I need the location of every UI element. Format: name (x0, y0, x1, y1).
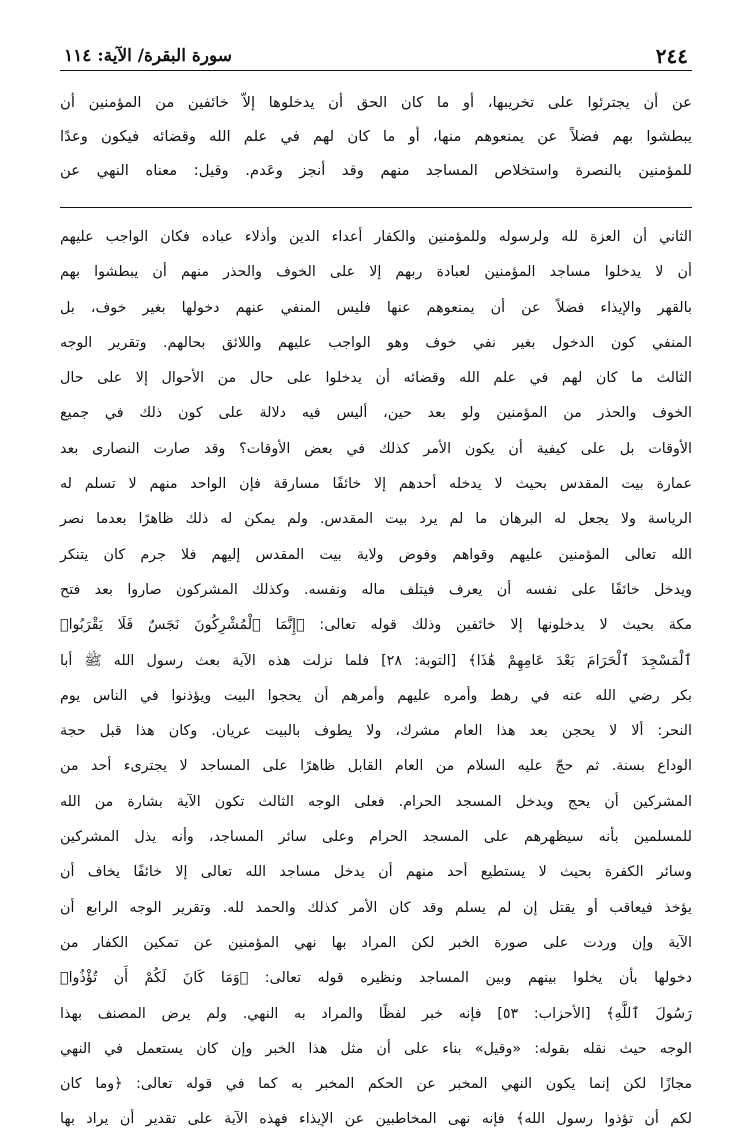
commentary-line: الأوقات بل على كيفية أن يكون الأمر كذلك في بعض الأوقات؟ وقد صارت النصارى بعد (60, 440, 692, 457)
commentary-line: وسائر الكفرة بحيث لا يستطيع أحد منهم أن يدخل مساجد الله تعالى إلا خائفًا يخاف أن (60, 864, 692, 881)
commentary-line: رَسُولَ ٱللَّهِ﴾ [الأحزاب: ٥٣] فإنه خبر لفظًا والمراد به النهي. ولم يرض المصنف بهذا (60, 1005, 692, 1022)
commentary-line: الرياسة ولا يجعل له البرهان ما لم يرد بيت المقدس. ولم يمكن له ذلك ظاهرًا بعدما نصر (60, 511, 692, 528)
commentary-line: الثاني أن العزة لله ولرسوله وللمؤمنين والكفار أعداء الدين وأذلاء عباده فكان الواجب عليهم (60, 229, 692, 245)
main-text-line: للمؤمنين بالنصرة واستخلاص المساجد منهم وقد أنجز وعَدم. وقيل: معناه النهي عن (60, 162, 692, 179)
commentary-line: المنفي كون الدخول بغير نفي خوف وهو الواجب عليهم واللائق بحالهم. وتقرير الوجه (60, 334, 692, 351)
commentary-line: أن لا يدخلوا مساجد المؤمنين لعبادة ربهم إلا على الخوف والحذر منهم أن يبطشوا بهم (60, 264, 692, 281)
commentary-line: ويدخل خائفًا على نفسه أن يعرف فيتلف ماله ونفسه. وكذلك المشركون صاروا بعد فتح (60, 581, 692, 598)
commentary-line: بالقهر والإيذاء فضلاً عن أن يمنعوهم عنها فليس المنفي عنهم دخولها بغير خوف، بل (60, 299, 692, 316)
main-text-line: عن أن يجترئوا على تخريبها، أو ما كان الحق أن يدخلوها إلاّ خائفين من المؤمنين أن (60, 94, 692, 111)
commentary-line: مجازًا لكن إنما يكون النهي المخبر عن الحكم المخبر به كما في قوله تعالى: ﴿وما كان (60, 1076, 692, 1093)
commentary-line: يؤخذ فيعاقب أو يقتل إن لم يسلم وقد كان الأمر كذلك والحمد لله. وتقرير الوجه الرابع أن (60, 899, 692, 916)
commentary-line: المشركين أن يحج ويدخل المسجد الحرام. فعلى الوجه الثالث تكون الآية بشارة من الله (60, 793, 692, 810)
commentary-line: الوداع بسنة. ثم حجّ عليه السلام من العام القابل ظاهرًا على المساجد لا يجترىء أحد من (60, 758, 692, 775)
commentary-line: للمسلمين بأنه سيظهرهم على المسجد الحرام وعلى سائر المساجد، وأنه يذل المشركين (60, 829, 692, 846)
commentary-line: مكة بحيث لا يدخلونها إلا خائفين وذلك قوله تعالى: ﴿إِنَّمَا ٱلْمُشْرِكُونَ نَجَسٌ فَلَا يَقْرَبُوا۟ (60, 617, 692, 634)
commentary-line: الآية وإن وردت على صورة الخبر لكن المراد بها نهي المؤمنين عن تمكين الكفار من (60, 934, 692, 951)
commentary-line: الخوف والحذر من المؤمنين ولو بعد حين، أليس فيه دلالة على كون ذلك في جميع (60, 405, 692, 422)
running-title: سورة البقرة/ الآية: ١١٤ (64, 46, 232, 66)
page-header (60, 40, 692, 71)
commentary-line: دخولها بأن يخلوا بينهم وبين المساجد ونظيره قوله تعالى: ﴿وَمَا كَانَ لَكُمْ أَن تُؤْذُوا۟ (60, 970, 692, 987)
commentary-line: الوجه حيث نقله بقوله: «وقيل» بناء على أن مثل هذا الخبر وإن كان يستعمل في النهي (60, 1040, 692, 1057)
commentary-line: ٱلْمَسْجِدَ ٱلْحَرَامَ بَعْدَ عَامِهِمْ هَٰذَا﴾ [التوبة: ٢٨] فلما نزلت هذه الآية بعث رسول الله ﷺ أبا (60, 652, 692, 669)
commentary-line: الله تعالى المؤمنين عليهم وقواهم وفوض ولاية بيت المقدس إليهم فلا جرم كان يتنكر (60, 546, 692, 563)
commentary-block (60, 220, 692, 1138)
main-text-line: يبطشوا بهم فضلاً عن يمنعوهم منها، أو ما كان لهم في علم الله وقضائه فيكون وعدًا (60, 128, 692, 145)
commentary-line: بكر رضي الله عنه في رهط وأمره عليهم وأمرهم أن يحجوا البيت ويؤذنوا في الناس يوم (60, 687, 692, 704)
commentary-line: الثالث ما كان لهم في علم الله وقضائه أن يدخلوا على حال من الأحوال إلا على حال (60, 370, 692, 387)
main-text-block (60, 86, 692, 188)
commentary-line: النحر: ألا لا يحجن بعد هذا العام مشرك، ولا يطوف بالبيت عريان. وكان هذا قبل حجة (60, 723, 692, 740)
commentary-line: عمارة بيت المقدس بحيث لا يدخله أحدهم إلا خائفًا مسارقة فإن الواحد منهم لا تسلم له (60, 476, 692, 493)
page-number: ٢٤٤ (655, 44, 688, 68)
commentary-line: لكم أن تؤذوا رسول الله﴾ فإنه نهى المخاطبين عن الإيذاء فهذه الآية على تقدير أن يراد بها (60, 1111, 692, 1128)
footnote-separator (60, 207, 692, 208)
